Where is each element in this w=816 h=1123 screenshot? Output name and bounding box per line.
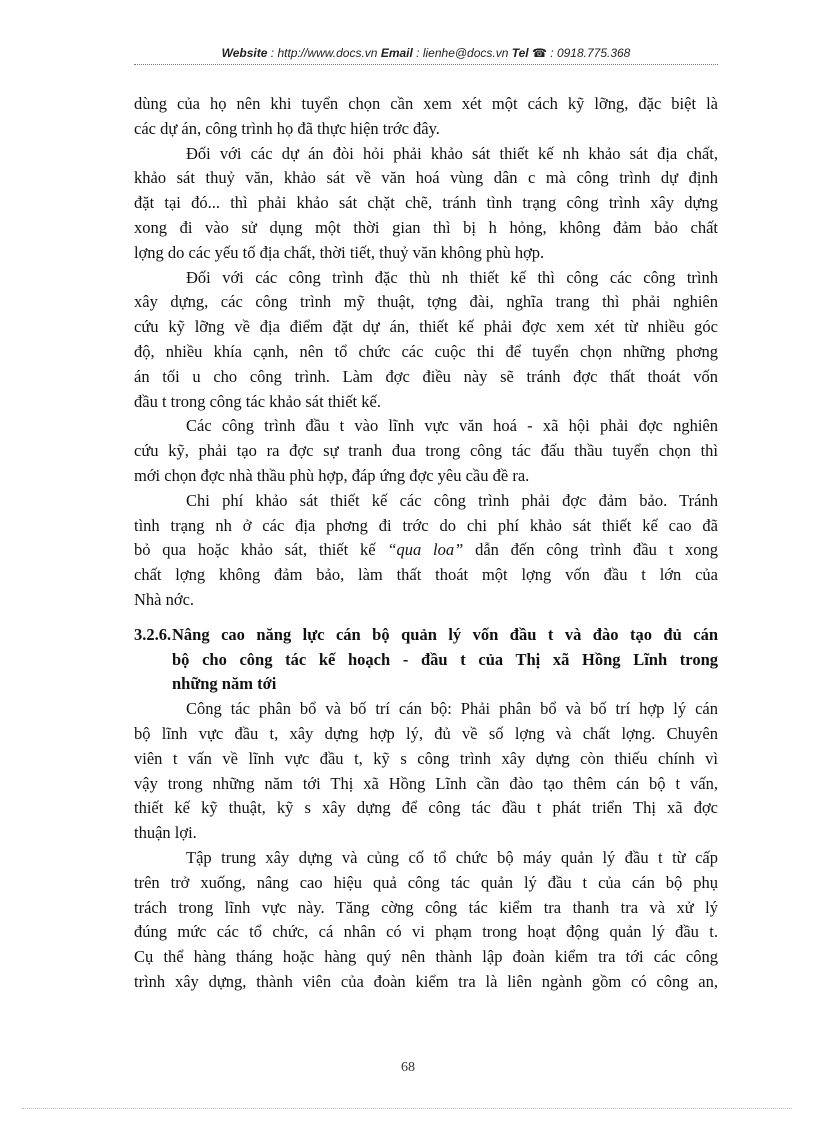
text-segment: dẫn đến công trình đầu t xong xyxy=(463,540,719,560)
text-line: trên trở xuống, nâng cao hiệu quả công tác quản lý đầu t của cán bộ phụ xyxy=(134,872,718,892)
text-line: mới chọn đợc nhà thầu phù hợp, đáp ứng đợc yêu cầu đề ra. xyxy=(134,465,530,485)
section-title-line: Nâng cao năng lực cán bộ quản lý vốn đầu t và đào tạo đủ cán xyxy=(172,624,718,644)
text-line: Cụ thể hàng tháng hoặc hàng quý nên thành lập đoàn kiểm tra tới các công xyxy=(134,947,718,967)
email-value: : lienhe@docs.vn xyxy=(412,46,512,60)
text-line: viên t vấn về lĩnh vực đầu t, kỹ s công trình xây dựng còn thiếu chính vì xyxy=(134,748,718,768)
section-heading-line xyxy=(134,623,718,648)
text-line: các dự án, công trình họ đã thực hiện trớc đây. xyxy=(134,118,440,138)
text-line: tình trạng nh ở các địa phơng đi trớc do chi phí khảo sát thiết kế cao đã xyxy=(134,515,718,535)
text-line: đặt tại đó... thì phải khảo sát chặt chẽ, tránh tình trạng công trình xây dựng xyxy=(134,193,718,213)
text-line: đầu t trong công tác khảo sát thiết kế. xyxy=(134,391,381,411)
page-number: 68 xyxy=(401,1060,415,1075)
text-line: lợng do các yếu tố địa chất, thời tiết, thuỷ văn không phù hợp. xyxy=(134,242,545,262)
text-segment: bỏ qua hoặc khảo sát, thiết kế xyxy=(134,540,388,560)
website-value: : http://www.docs.vn xyxy=(267,46,381,60)
section-heading xyxy=(134,623,718,697)
text-line: Đối với các công trình đặc thù nh thiết kế thì công các công trình xyxy=(186,267,718,287)
text-line: vậy trong những năm tới Thị xã Hồng Lĩnh cần đào tạo thêm cán bộ t vấn, xyxy=(134,773,718,793)
text-line: Chi phí khảo sát thiết kế các công trình phải đợc đảm bảo. Tránh xyxy=(186,490,718,510)
text-line: độ, nhiều khía cạnh, nên tổ chức các cuộc thi để tuyển chọn những phơng xyxy=(134,341,718,361)
text-line: Nhà nớc. xyxy=(134,589,195,609)
footer-divider xyxy=(22,1108,792,1109)
text-line: trình xây dựng, thành viên của đoàn kiểm tra là liên ngành gồm có công an, xyxy=(134,971,718,991)
page-header xyxy=(134,46,718,60)
tel-value: ☎ : 0918.775.368 xyxy=(528,46,631,60)
text-line: bộ lĩnh vực đầu t, xây dựng hợp lý, đủ về số lợng và chất lợng. Chuyên xyxy=(134,723,718,743)
header-divider xyxy=(134,64,718,65)
text-line: thiết kế kỹ thuật, kỹ s xây dựng để công tác đầu t phát triển Thị xã đợc xyxy=(134,798,718,818)
text-line: đúng mức các tổ chức, cá nhân có vi phạm trong hoạt động quản lý đầu t. xyxy=(134,922,718,942)
text-line: cứu kỹ lỡng về địa điểm đặt dự án, thiết kế phải đợc xem xét từ nhiều góc xyxy=(134,317,718,337)
email-label: Email xyxy=(380,46,413,60)
section-heading-line xyxy=(134,648,718,673)
document-body xyxy=(134,92,718,995)
section-title-line: bộ cho công tác kế hoạch - đầu t của Thị xã Hồng Lĩnh trong xyxy=(172,649,718,669)
quoted-phrase: “qua loa” xyxy=(387,540,464,560)
text-line: Đối với các dự án đòi hỏi phải khảo sát thiết kế nh khảo sát địa chất, xyxy=(186,143,718,163)
text-line: xây dựng, các công trình mỹ thuật, tợng đài, nghĩa trang thì phải nghiên xyxy=(134,292,718,312)
text-line: chất lợng không đảm bảo, làm thất thoát một lợng vốn đầu t lớn của xyxy=(134,565,718,585)
tel-label: Tel xyxy=(511,46,529,60)
text-line-with-quote xyxy=(134,538,718,563)
text-line: dùng của họ nên khi tuyển chọn cần xem xét một cách kỹ lỡng, đặc biệt là xyxy=(134,94,718,113)
section-title-line: những năm tới xyxy=(172,674,277,694)
website-label: Website xyxy=(221,46,268,60)
section-number: 3.2.6. xyxy=(134,624,172,644)
text-line: thuận lợi. xyxy=(134,823,197,843)
section-heading-line xyxy=(134,672,718,697)
text-line: xong đi vào sử dụng một thời gian thì bị h hỏng, không đảm bảo chất xyxy=(134,217,718,237)
text-line: trách trong lĩnh vực này. Tăng cờng công tác kiểm tra thanh tra và xử lý xyxy=(134,897,718,917)
text-line: án tối u cho công trình. Làm đợc điều này sẽ tránh đợc thất thoát vốn xyxy=(134,366,718,386)
text-line: Công tác phân bổ và bố trí cán bộ: Phải phân bổ và bố trí hợp lý cán xyxy=(186,699,718,719)
text-line: khảo sát thuỷ văn, khảo sát về văn hoá vùng dân c mà công trình dự định xyxy=(134,168,718,188)
text-line: Tập trung xây dựng và củng cố tổ chức bộ máy quản lý đầu t từ cấp xyxy=(186,847,718,867)
text-line: cứu kỹ, phải tạo ra đợc sự tranh đua trong công tác đấu thầu tuyển chọn thì xyxy=(134,441,718,461)
text-line: Các công trình đầu t vào lĩnh vực văn hoá - xã hội phải đợc nghiên xyxy=(186,416,718,436)
